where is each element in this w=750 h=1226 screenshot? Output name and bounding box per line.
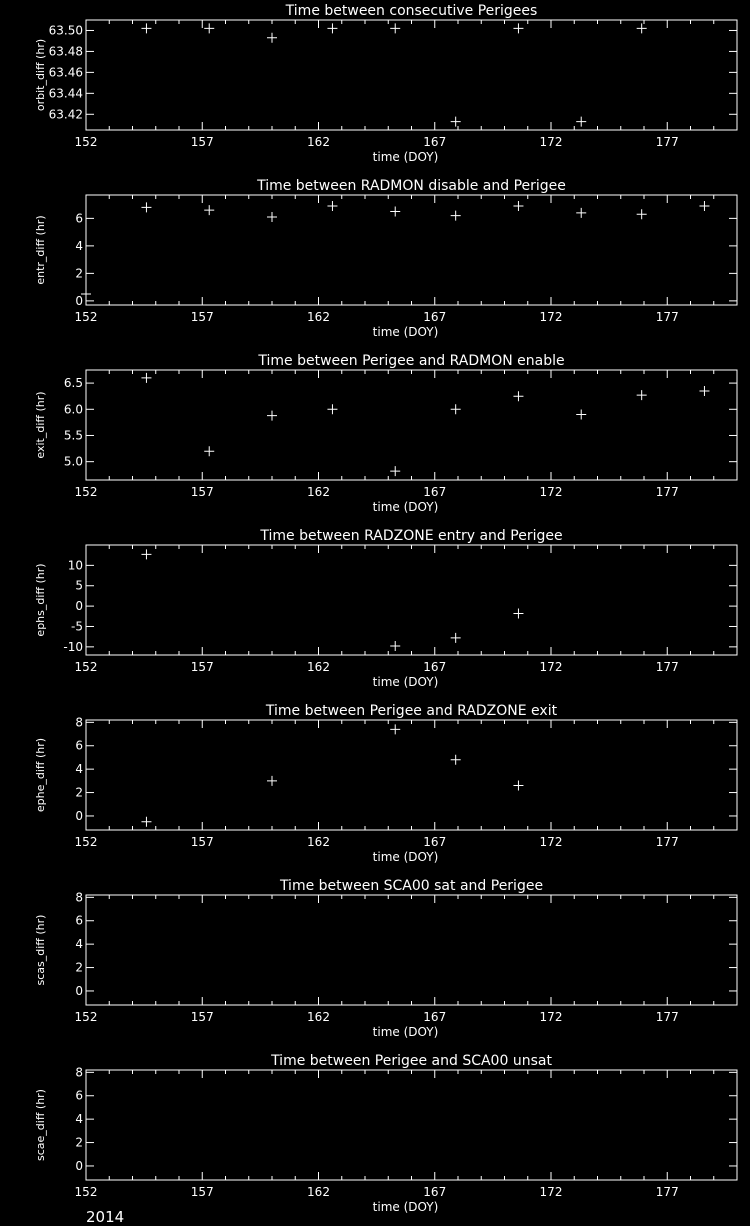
x-tick-label: 167	[423, 835, 447, 849]
plot-frame	[86, 545, 737, 655]
plot-frame	[86, 195, 737, 305]
x-tick-label: 172	[539, 1010, 563, 1024]
x-tick-label: 167	[423, 1010, 447, 1024]
x-axis-label: time (DOY)	[372, 850, 439, 864]
x-tick-label: 162	[307, 1185, 330, 1199]
plot-4	[34, 528, 737, 689]
y-tick-label: 0	[75, 1158, 83, 1173]
x-tick-label: 167	[423, 310, 447, 324]
x-tick-label: 167	[423, 660, 447, 674]
y-tick-label: 0	[75, 293, 83, 308]
data-point	[141, 817, 151, 827]
data-point	[451, 117, 461, 127]
x-tick-label: 172	[539, 835, 563, 849]
data-point	[576, 117, 586, 127]
y-tick-label: 63.42	[48, 107, 83, 122]
y-axis-label: orbit_diff (hr)	[34, 38, 47, 112]
y-tick-label: 4	[75, 937, 83, 952]
x-tick-label: 162	[307, 1010, 330, 1024]
x-axis-label: time (DOY)	[372, 675, 439, 689]
x-tick-label: 177	[655, 310, 679, 324]
data-point	[576, 208, 586, 218]
x-tick-label: 152	[74, 1010, 98, 1024]
y-tick-label: 0	[75, 599, 83, 614]
x-tick-label: 177	[655, 1010, 679, 1024]
plot-6	[34, 878, 737, 1039]
data-point	[513, 391, 523, 401]
data-point	[699, 201, 709, 211]
data-point	[451, 404, 461, 414]
data-point	[327, 23, 337, 33]
data-point	[451, 211, 461, 221]
plot-7	[34, 1053, 737, 1214]
x-tick-label: 172	[539, 135, 563, 149]
y-axis-label: scae_diff (hr)	[34, 1089, 47, 1161]
plot-title: Time between RADZONE entry and Perigee	[260, 528, 563, 544]
plot-frame	[86, 895, 737, 1005]
x-tick-label: 152	[74, 135, 98, 149]
y-tick-label: 5	[75, 578, 83, 593]
x-tick-label: 157	[190, 310, 214, 324]
data-point	[513, 781, 523, 791]
y-tick-label: 10	[67, 558, 83, 573]
plot-1	[34, 3, 737, 164]
data-point	[513, 201, 523, 211]
data-point	[699, 386, 709, 396]
y-tick-label: 63.48	[48, 44, 83, 59]
x-axis-label: time (DOY)	[372, 1200, 439, 1214]
data-point	[267, 411, 277, 421]
x-tick-label: 177	[655, 835, 679, 849]
data-point	[451, 755, 461, 765]
y-tick-label: 5.5	[63, 428, 83, 443]
x-tick-label: 162	[307, 835, 330, 849]
x-tick-label: 157	[190, 485, 214, 499]
x-tick-label: 152	[74, 660, 98, 674]
x-tick-label: 172	[539, 1185, 563, 1199]
year-label: 2014	[86, 1208, 125, 1226]
data-point	[390, 641, 400, 651]
x-tick-label: 152	[74, 485, 98, 499]
data-point	[267, 776, 277, 786]
y-tick-label: 2	[75, 785, 83, 800]
data-point	[637, 390, 647, 400]
data-point	[141, 549, 151, 559]
y-tick-label: 2	[75, 1135, 83, 1150]
y-tick-label: 4	[75, 762, 83, 777]
y-tick-label: 0	[75, 983, 83, 998]
plot-frame	[86, 720, 737, 830]
y-tick-label: 0	[75, 808, 83, 823]
y-tick-label: 8	[75, 715, 83, 730]
plot-title: Time between consecutive Perigees	[285, 3, 538, 19]
data-point	[327, 404, 337, 414]
x-axis-label: time (DOY)	[372, 150, 439, 164]
x-tick-label: 157	[190, 1185, 214, 1199]
plot-title: Time between Perigee and RADZONE exit	[265, 703, 558, 719]
plot-title: Time between RADMON disable and Perigee	[257, 178, 566, 194]
x-tick-label: 172	[539, 310, 563, 324]
x-tick-label: 172	[539, 660, 563, 674]
data-point	[390, 23, 400, 33]
data-point	[141, 373, 151, 383]
x-tick-label: 157	[190, 660, 214, 674]
y-tick-label: 6	[75, 1088, 83, 1103]
plot-frame	[86, 1070, 737, 1180]
data-point	[267, 212, 277, 222]
y-axis-label: ephe_diff (hr)	[34, 737, 47, 813]
y-tick-label: 63.50	[48, 23, 83, 38]
data-point	[637, 209, 647, 219]
y-tick-label: 63.44	[48, 86, 83, 101]
y-tick-label: 63.46	[48, 65, 83, 80]
x-axis-label: time (DOY)	[372, 325, 439, 339]
x-tick-label: 167	[423, 1185, 447, 1199]
y-tick-label: 8	[75, 890, 83, 905]
x-tick-label: 167	[423, 135, 447, 149]
y-tick-label: 6.0	[63, 402, 83, 417]
x-tick-label: 157	[190, 835, 214, 849]
data-point	[204, 23, 214, 33]
plot-5	[34, 703, 737, 864]
x-tick-label: 152	[74, 1185, 98, 1199]
data-point	[390, 207, 400, 217]
data-point	[327, 201, 337, 211]
x-tick-label: 162	[307, 660, 330, 674]
y-tick-label: 6	[75, 913, 83, 928]
data-point	[513, 608, 523, 618]
y-axis-label: exit_diff (hr)	[34, 391, 47, 459]
data-point	[141, 202, 151, 212]
x-tick-label: 177	[655, 485, 679, 499]
x-tick-label: 162	[307, 310, 330, 324]
y-axis-label: ephs_diff (hr)	[34, 563, 47, 637]
plot-2	[34, 178, 737, 339]
y-axis-label: scas_diff (hr)	[34, 914, 47, 986]
data-point	[204, 205, 214, 215]
x-tick-label: 152	[74, 310, 98, 324]
y-tick-label: -10	[63, 639, 83, 654]
plot-frame	[86, 370, 737, 480]
y-tick-label: 6	[75, 738, 83, 753]
y-tick-label: 5.0	[63, 454, 83, 469]
x-axis-label: time (DOY)	[372, 500, 439, 514]
data-point	[576, 410, 586, 420]
data-point	[141, 23, 151, 33]
plot-frame	[86, 20, 737, 130]
plot-title: Time between SCA00 sat and Perigee	[279, 878, 544, 894]
data-point	[451, 633, 461, 643]
y-tick-label: 8	[75, 1065, 83, 1080]
y-tick-label: 4	[75, 238, 83, 253]
y-axis-label: entr_diff (hr)	[34, 215, 47, 285]
plot-3	[34, 353, 737, 514]
x-tick-label: 152	[74, 835, 98, 849]
data-point	[513, 23, 523, 33]
x-tick-label: 172	[539, 485, 563, 499]
x-tick-label: 167	[423, 485, 447, 499]
plot-title: Time between Perigee and SCA00 unsat	[271, 1053, 552, 1069]
x-tick-label: 157	[190, 1010, 214, 1024]
x-tick-label: 157	[190, 135, 214, 149]
x-tick-label: 177	[655, 1185, 679, 1199]
data-point	[390, 724, 400, 734]
x-axis-label: time (DOY)	[372, 1025, 439, 1039]
x-tick-label: 162	[307, 485, 330, 499]
data-point	[204, 446, 214, 456]
data-point	[267, 33, 277, 43]
y-tick-label: 6.5	[63, 376, 83, 391]
x-tick-label: 177	[655, 135, 679, 149]
y-tick-label: 2	[75, 266, 83, 281]
y-tick-label: 6	[75, 211, 83, 226]
plot-title: Time between Perigee and RADMON enable	[258, 353, 565, 369]
x-tick-label: 177	[655, 660, 679, 674]
data-point	[637, 23, 647, 33]
data-point	[390, 466, 400, 476]
y-tick-label: 2	[75, 960, 83, 975]
x-tick-label: 162	[307, 135, 330, 149]
y-tick-label: 4	[75, 1112, 83, 1127]
y-tick-label: -5	[71, 619, 83, 634]
